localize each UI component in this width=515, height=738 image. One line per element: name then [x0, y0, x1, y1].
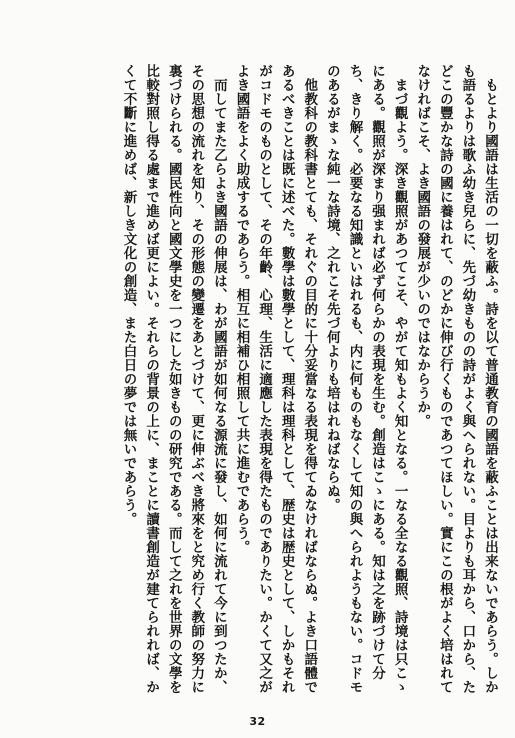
- paragraph-2: まづ觀よう。深き觀照があつてこそ、やがて知もよく知となる。一なる全なる觀照、詩境は只こゝにある。觀照が深まり强まれば必ず何らかの表現を生む。創造はこゝにある。知は之を跡づけて分ち、きり解く。必要なる知識といはれるも、内に何ものもなくして知の與へられようもない。コドモのあるがまゝな純一な詩境、之れこそ先づ何よりも培はれねばならぬ。: [323, 64, 408, 694]
- paragraph-1: もとより國語は生活の一切を蔽ふ。詩を以て普通教育の國語を蔽ふことは出来ないであらう。しかも語るよりは歌ふ幼き兒らに、先づ幼きものの詩がよく與へられない。目よりも耳から、口から、たどこの豐かな詩の國に養はれて、のどかに伸び行くものであつてほしい。實にこの根がよく培はれてなければこそ、よき國語の發展が少いのではなからうか。: [414, 64, 498, 694]
- vertical-text-body: [17, 64, 501, 702]
- paragraph-3: 他教科の教科書とても、それぐの目的に十分妥當なる表現を得てゐなければならぬ。よき口語體であるべきことは既に述べた。數學は數學として、理科は理科として、歴史は歴史として、しかもそれがコドモのものとして、その年齡、心理、生活に適應した表現を得たものでありたい。かくて又之がよき國語をよく助成するであらう。相互に相補ひ相照して共に進むであらう。: [233, 64, 318, 694]
- paragraph-4: 而してまた乙らよき國語の伸展は、わが國語が如何なる源流に發し、如何に流れて今に到つたか、その思想の流れを知り、その形態の變遷をあとづけて、更に伸ぶべき將來をと究め行く教師の努力に裏づけられる。國民性向と國文學史を一つにした如きものの研究である。而して之れを世界の文學を比較對照し得る處まで進めば更によい。それらの背景の上に、まことに讀書創造が建てられれば、かくて不斷に進めば、新しき文化の創造、また白日の夢では無いであらう。: [120, 64, 227, 694]
- page-number: 32: [249, 715, 266, 728]
